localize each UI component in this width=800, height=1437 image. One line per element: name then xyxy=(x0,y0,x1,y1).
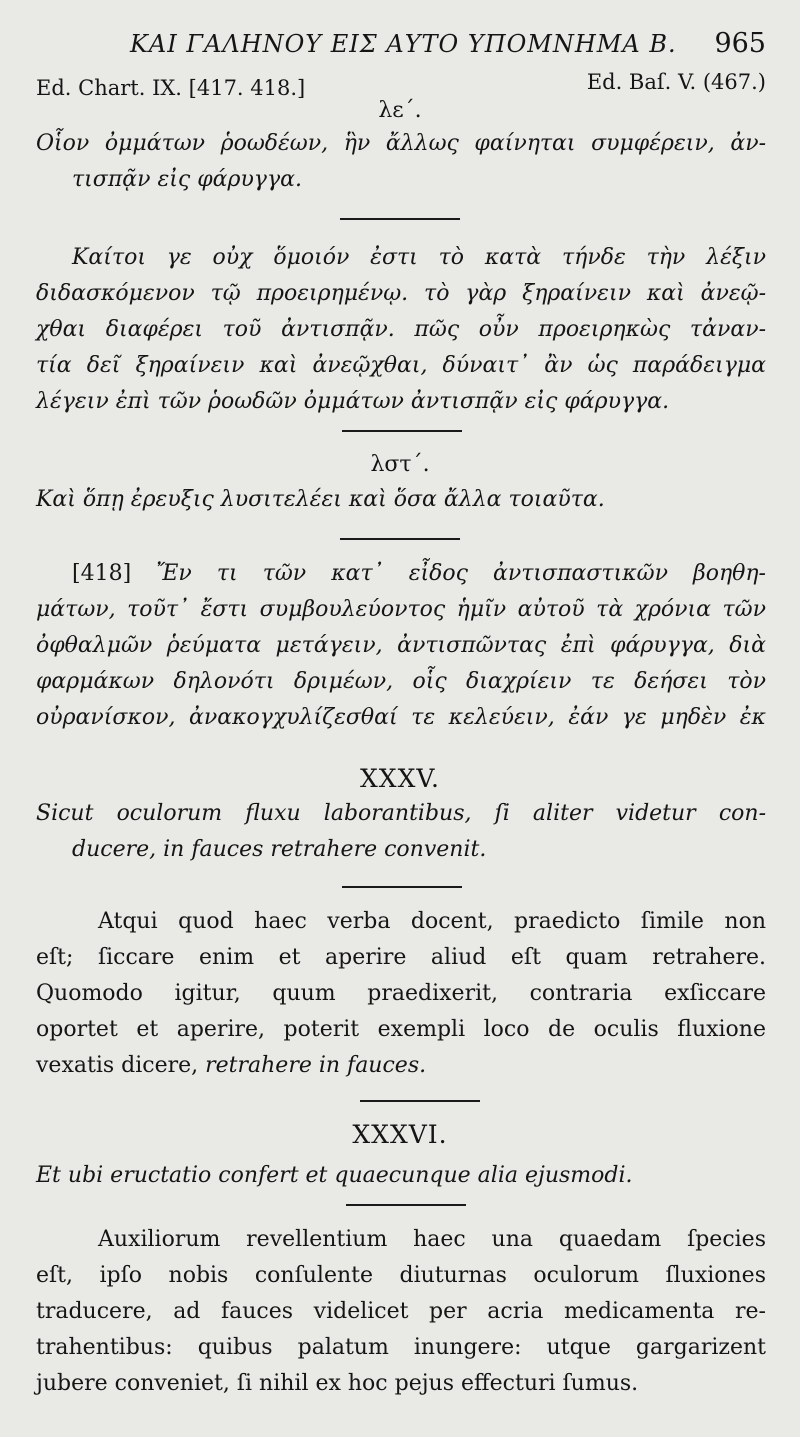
edition-reference-left: Ed. Chart. IX. [417. 418.] xyxy=(36,76,306,100)
text-line: ducere, in fauces retrahere convenit. xyxy=(72,837,487,862)
text-line: jubere conveniet, ſi nihil ex hoc pejus effecturi ſumus. xyxy=(36,1371,639,1396)
latin-commentary-36 xyxy=(36,1222,766,1402)
text-line xyxy=(36,1048,766,1084)
text-line: Καίτοι γε οὐχ ὅμοιόν ἐστι τὸ κατὰ τήνδε τὴν λέξιν xyxy=(72,245,766,270)
text-line: Sicut oculorum fluxu laborantibus, ſi aliter videtur con- xyxy=(36,801,766,826)
section-divider xyxy=(342,886,462,888)
text-line: μάτων, τοῦτ᾽ ἔστι συμβουλεύοντος ἡμῖν αὐτοῦ τὰ χρόνια τῶν xyxy=(36,597,766,622)
greek-commentary-35 xyxy=(36,240,766,420)
section-divider xyxy=(340,538,460,540)
text-line: Auxiliorum revellentium haec una quaedam ſpecies xyxy=(98,1227,766,1252)
greek-lemma-36 xyxy=(36,482,766,518)
section-divider xyxy=(346,1204,466,1206)
italic-text-span: retrahere in fauces. xyxy=(205,1053,427,1078)
text-line: eſt; ſiccare enim et aperire aliud eſt quam retrahere. xyxy=(36,945,766,970)
text-line: διδασκόμενον τῷ προειρημένῳ. τὸ γὰρ ξηραίνειν καὶ ἀνεῷ- xyxy=(36,281,766,306)
text-line: Et ubi eructatio confert et quaecunque alia ejusmodi. xyxy=(36,1163,633,1188)
greek-commentary-36 xyxy=(36,556,766,736)
text-span: vexatis dicere, xyxy=(36,1053,199,1078)
text-line xyxy=(36,556,766,592)
greek-section-number-36: λστ΄. xyxy=(370,452,430,477)
text-line: trahentibus: quibus palatum inungere: utque gargarizent xyxy=(36,1335,766,1360)
text-line: ὀφθαλμῶν ῥεύματα μετάγειν, ἀντισπῶντας ἐπὶ φάρυγγα, διὰ xyxy=(36,633,766,658)
text-line: χθαι διαφέρει τοῦ ἀντισπᾷν. πῶς οὖν προειρηκὼς τἀναν- xyxy=(36,317,766,342)
text-line: οὐρανίσκον, ἀνακογχυλίζεσθαί τε κελεύειν, ἐάν γε μηδὲν ἐκ xyxy=(36,705,766,730)
text-span: Ἔν τι τῶν κατ᾽ εἶδος ἀντισπαστικῶν βοηθη- xyxy=(156,561,766,586)
edition-reference-right: Ed. Baſ. V. (467.) xyxy=(586,70,766,94)
text-line: Quomodo igitur, quum praedixerit, contraria exſiccare xyxy=(36,981,766,1006)
latin-commentary-35 xyxy=(36,904,766,1084)
greek-section-number-35: λε΄. xyxy=(378,98,422,123)
text-line: oportet et aperire, poterit exempli loco de oculis fluxione xyxy=(36,1017,766,1042)
greek-lemma-35 xyxy=(36,126,766,198)
text-line: λέγειν ἐπὶ τῶν ῥοωδῶν ὀμμάτων ἀντισπᾷν εἰς φάρυγγα. xyxy=(36,389,670,414)
latin-lemma-35 xyxy=(36,796,766,868)
running-title: ΚΑΙ ΓΑΛΗΝΟΥ ΕΙΣ ΑΥΤΟ ΥΠΟΜΝΗΜΑ Β. xyxy=(130,30,677,58)
text-line: φαρμάκων δηλονότι δριμέων, οἷς διαχρίειν τε δεήσει τὸν xyxy=(36,669,766,694)
text-line: τισπᾷν εἰς φάρυγγα. xyxy=(72,167,302,192)
text-line: τία δεῖ ξηραίνειν καὶ ἀνεῷχθαι, δύναιτ᾽ ἂν ὡς παράδειγμα xyxy=(36,353,766,378)
latin-section-number-35: XXXV. xyxy=(359,764,441,793)
latin-lemma-36 xyxy=(36,1158,766,1194)
text-line: Καὶ ὅπῃ ἐρευξις λυσιτελέει καὶ ὅσα ἄλλα τοιαῦτα. xyxy=(36,487,605,512)
page-number: 965 xyxy=(714,28,766,59)
text-line: eſt, ipſo nobis conſulente diuturnas oculorum ſluxiones xyxy=(36,1263,766,1288)
section-divider xyxy=(360,1100,480,1102)
page-reference: [418] xyxy=(72,561,132,586)
text-line: Οἷον ὀμμάτων ῥοωδέων, ἣν ἄλλως φαίνηται συμφέρειν, ἀν- xyxy=(36,131,766,156)
section-divider xyxy=(342,430,462,432)
text-line: traducere, ad fauces videlicet per acria medicamenta re- xyxy=(36,1299,766,1324)
section-divider xyxy=(340,218,460,220)
text-line: Atqui quod haec verba docent, praedicto ſimile non xyxy=(98,909,766,934)
latin-section-number-36: XXXVI. xyxy=(352,1120,448,1149)
